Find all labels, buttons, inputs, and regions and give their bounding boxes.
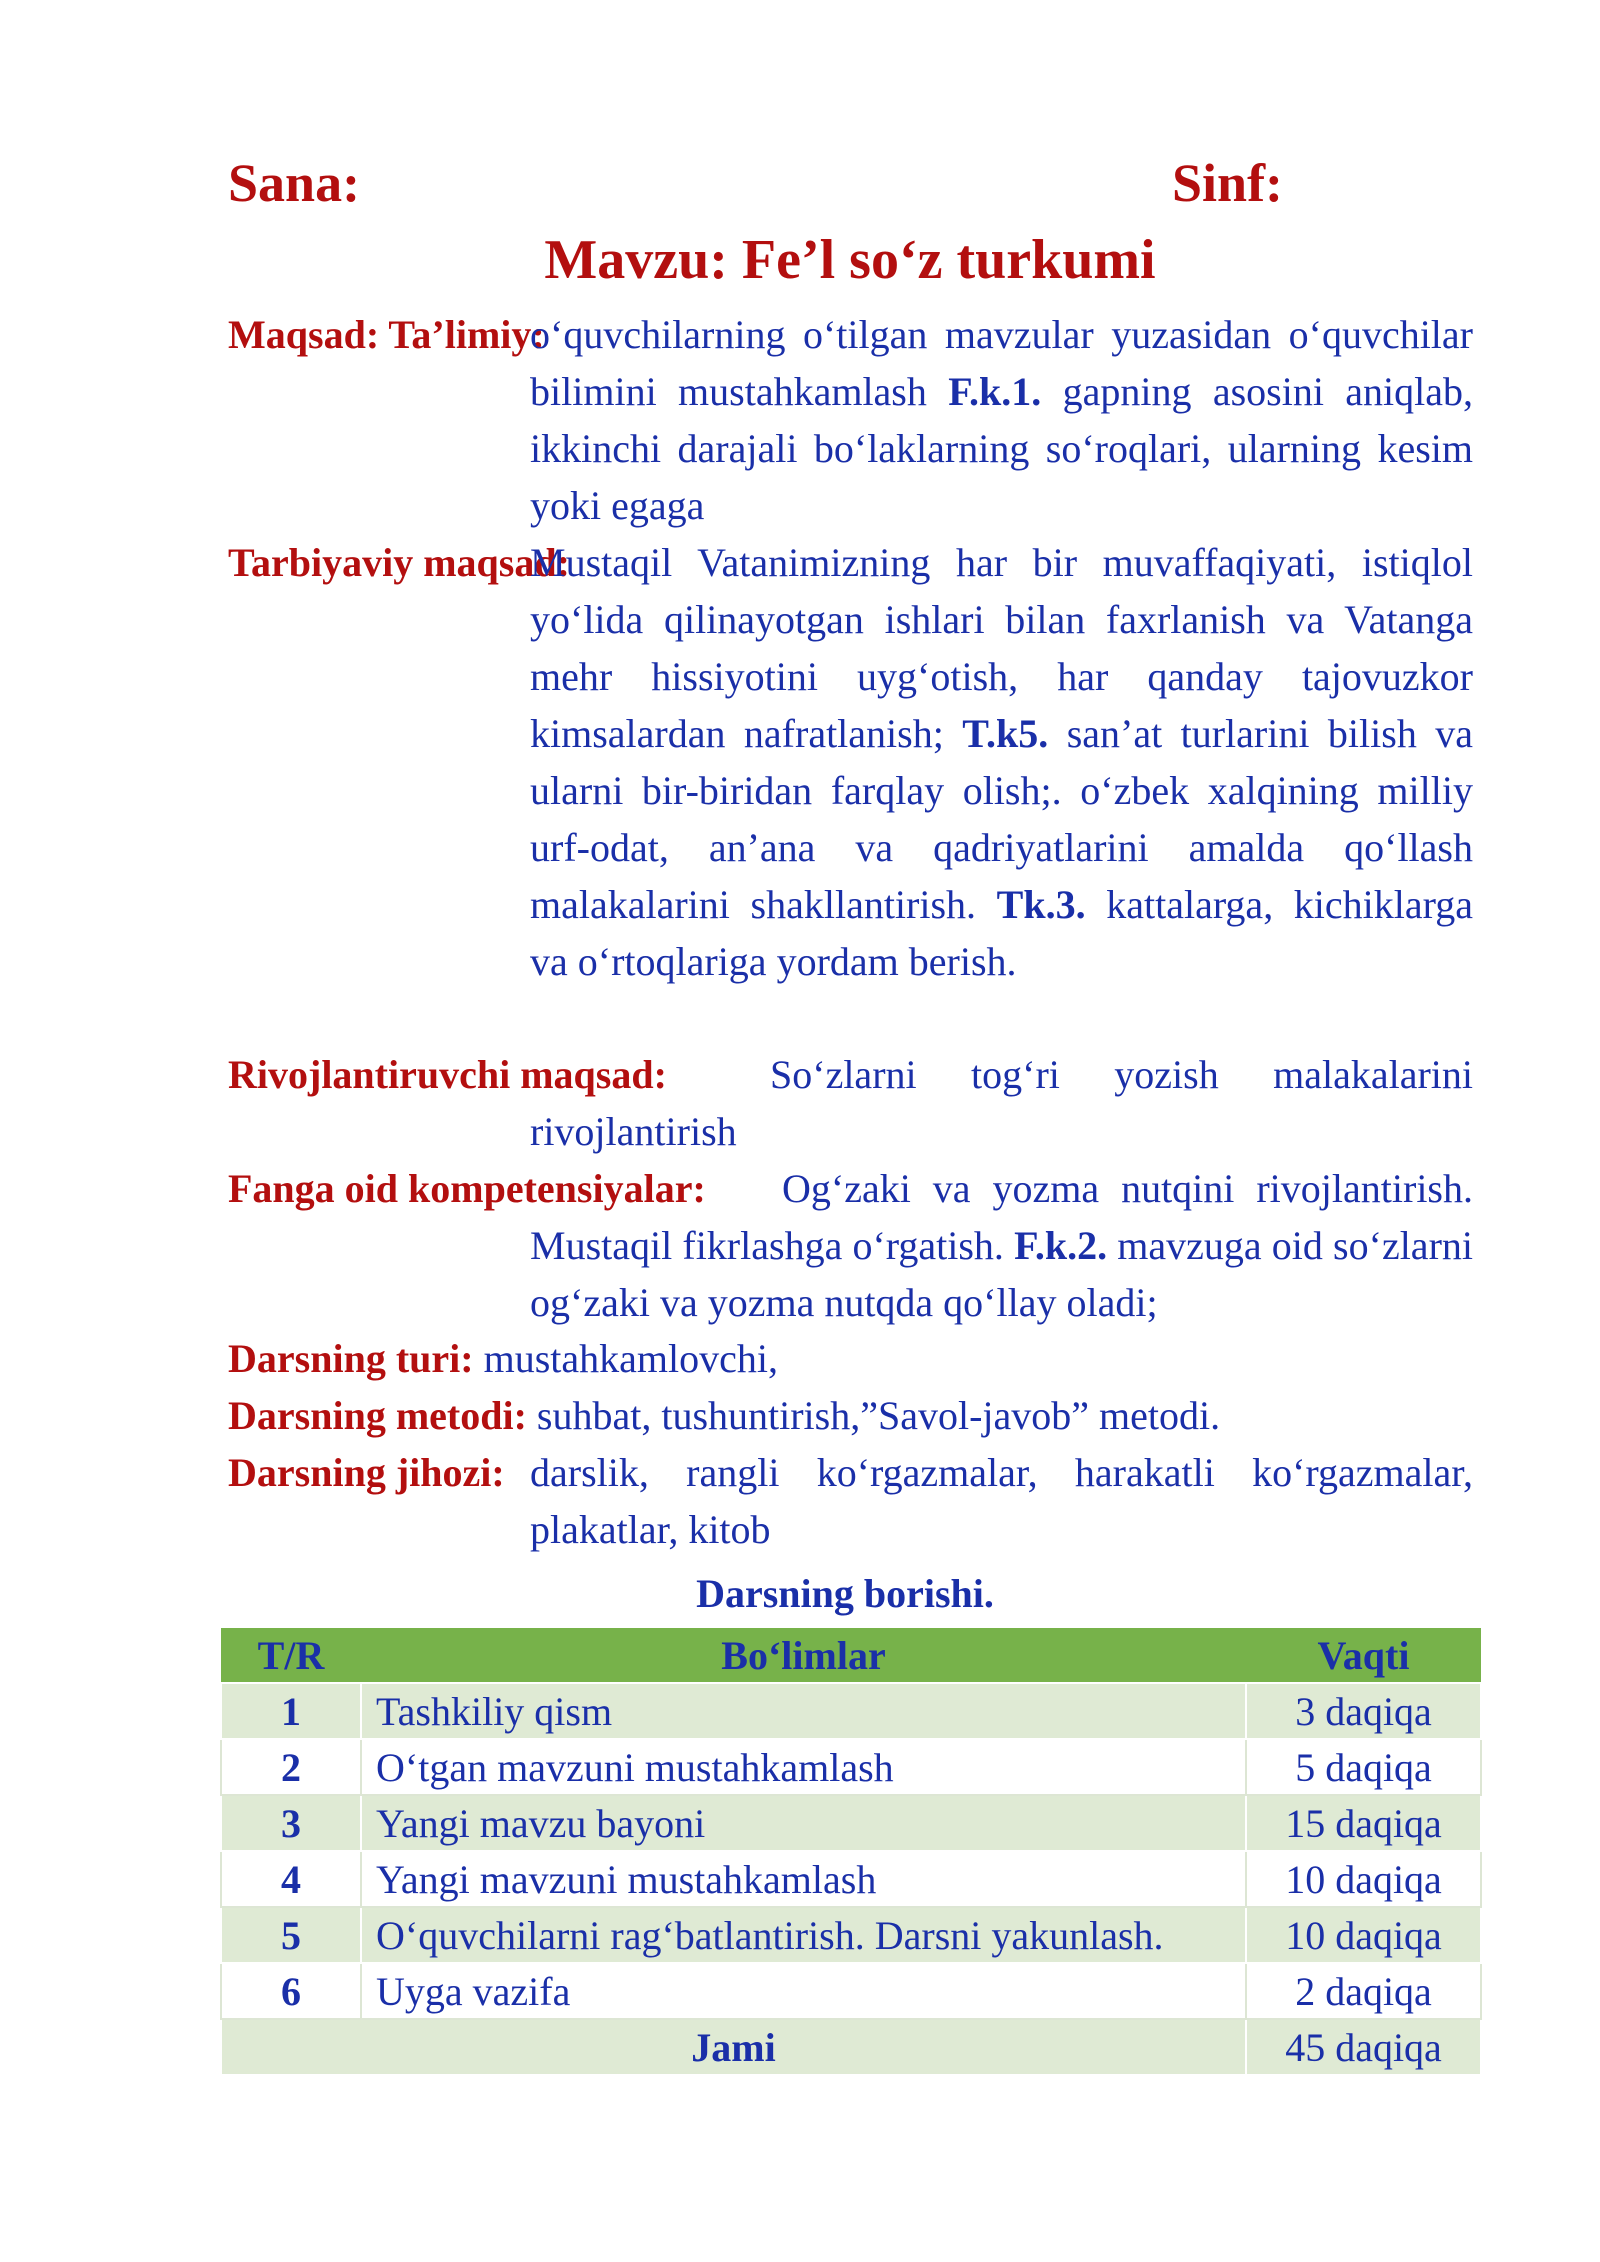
row-section: Uyga vazifa xyxy=(361,1963,1246,2019)
rivojlantiruvchi-section xyxy=(228,1046,1473,1160)
fanga-code: F.k.2. xyxy=(1014,1223,1108,1268)
row-section: Tashkiliy qism xyxy=(361,1683,1246,1739)
table-row xyxy=(221,1851,1481,1907)
total-time: 45 daqiqa xyxy=(1246,2019,1481,2075)
row-section: O‘quvchilarni rag‘batlantirish. Darsni yakunlash. xyxy=(361,1907,1246,1963)
tarbiyaviy-label: Tarbiyaviy maqsad: xyxy=(228,540,570,585)
rivojlantiruvchi-label: Rivojlantiruvchi maqsad: xyxy=(228,1052,667,1097)
maqsad-code: F.k.1. xyxy=(948,369,1042,414)
row-section: Yangi mavzuni mustahkamlash xyxy=(361,1851,1246,1907)
fanga-text-2: mavzuga oid so‘zlarni og‘zaki va yozma nutqda qo‘llay oladi; xyxy=(530,1223,1473,1325)
dars-jihozi xyxy=(228,1444,1473,1558)
table-row xyxy=(221,1795,1481,1851)
maqsad-section xyxy=(228,306,1473,534)
tarbiyaviy-section xyxy=(228,534,1473,990)
class-label: Sinf: xyxy=(1172,153,1284,213)
row-number: 4 xyxy=(221,1851,361,1907)
tarbiyaviy-code-2: Tk.3. xyxy=(996,882,1086,927)
row-number: 6 xyxy=(221,1963,361,2019)
lesson-plan-table xyxy=(220,1628,1482,2076)
col-header-number: T/R xyxy=(221,1628,361,1683)
lesson-plan-heading: Darsning borishi. xyxy=(696,1571,994,1616)
dars-metodi xyxy=(228,1387,1473,1444)
row-time: 10 daqiqa xyxy=(1246,1851,1481,1907)
tarbiyaviy-text xyxy=(228,534,1473,990)
fanga-text xyxy=(228,1160,1473,1331)
row-time: 10 daqiqa xyxy=(1246,1907,1481,1963)
row-number: 3 xyxy=(221,1795,361,1851)
tarbiyaviy-code-1: T.k5. xyxy=(962,711,1049,756)
dars-turi-text: mustahkamlovchi, xyxy=(483,1336,778,1381)
tarbiyaviy-text-1: Mustaqil Vatanimizning har bir muvaffaqiyati, istiqlol yo‘lida qilinayotgan ishlari bilan faxrlanish va Vatanga mehr hissiyotini uyg‘otish, har qanday tajovuzkor kimsalardan nafratlanish; xyxy=(530,540,1473,756)
row-section: O‘tgan mavzuni mustahkamlash xyxy=(361,1739,1246,1795)
dars-turi-label: Darsning turi: xyxy=(228,1336,474,1381)
row-time: 2 daqiqa xyxy=(1246,1963,1481,2019)
fanga-text-1: Og‘zaki va yozma nutqini rivojlantirish. Mustaqil fikrlashga o‘rgatish. xyxy=(530,1166,1473,1268)
col-header-time: Vaqti xyxy=(1246,1628,1481,1683)
dars-jihozi-label: Darsning jihozi: xyxy=(228,1450,505,1495)
table-row xyxy=(221,1683,1481,1739)
total-label: Jami xyxy=(221,2019,1246,2075)
maqsad-text-1: o‘quvchilarning o‘tilgan mavzular yuzasidan o‘quvchilar bilimini mustahkamlash xyxy=(530,312,1473,414)
dars-metodi-text: suhbat, tushuntirish,”Savol-javob” metodi. xyxy=(536,1393,1221,1438)
tarbiyaviy-text-2: san’at turlarini bilish va ularni bir-biridan farqlay olish;. o‘zbek xalqining milliy urf-odat, an’ana va qadriyatlarini amalda qo‘llash malakalarini shakllantirish. xyxy=(530,711,1474,927)
row-time: 3 daqiqa xyxy=(1246,1683,1481,1739)
col-header-sections: Bo‘limlar xyxy=(361,1628,1246,1683)
row-time: 15 daqiqa xyxy=(1246,1795,1481,1851)
row-number: 1 xyxy=(221,1683,361,1739)
table-header-row xyxy=(221,1628,1481,1683)
row-time: 5 daqiqa xyxy=(1246,1739,1481,1795)
fanga-section xyxy=(228,1160,1473,1331)
maqsad-text-2: gapning asosini aniqlab, ikkinchi darajali bo‘laklarning so‘roqlari, ularning kesim yoki egaga xyxy=(530,369,1474,528)
dars-turi xyxy=(228,1330,1473,1387)
dars-metodi-label: Darsning metodi: xyxy=(228,1393,527,1438)
maqsad-label: Maqsad: Ta’limiy: xyxy=(228,312,545,357)
table-row xyxy=(221,1739,1481,1795)
row-number: 5 xyxy=(221,1907,361,1963)
dars-jihozi-text: darslik, rangli ko‘rgazmalar, harakatli ko‘rgazmalar, plakatlar, kitob xyxy=(530,1450,1473,1552)
table-total-row xyxy=(221,2019,1481,2075)
page-title: Mavzu: Fe’l so‘z turkumi xyxy=(544,229,1156,291)
maqsad-text xyxy=(228,306,1473,534)
rivojlantiruvchi-text: So‘zlarni tog‘ri yozish malakalarini rivojlantirish xyxy=(530,1052,1473,1154)
date-label: Sana: xyxy=(228,153,361,213)
table-row xyxy=(221,1963,1481,2019)
row-number: 2 xyxy=(221,1739,361,1795)
row-section: Yangi mavzu bayoni xyxy=(361,1795,1246,1851)
fanga-label: Fanga oid kompetensiyalar: xyxy=(228,1166,706,1211)
tarbiyaviy-text-3: kattalarga, kichiklarga va o‘rtoqlariga yordam berish. xyxy=(530,882,1474,984)
table-row xyxy=(221,1907,1481,1963)
